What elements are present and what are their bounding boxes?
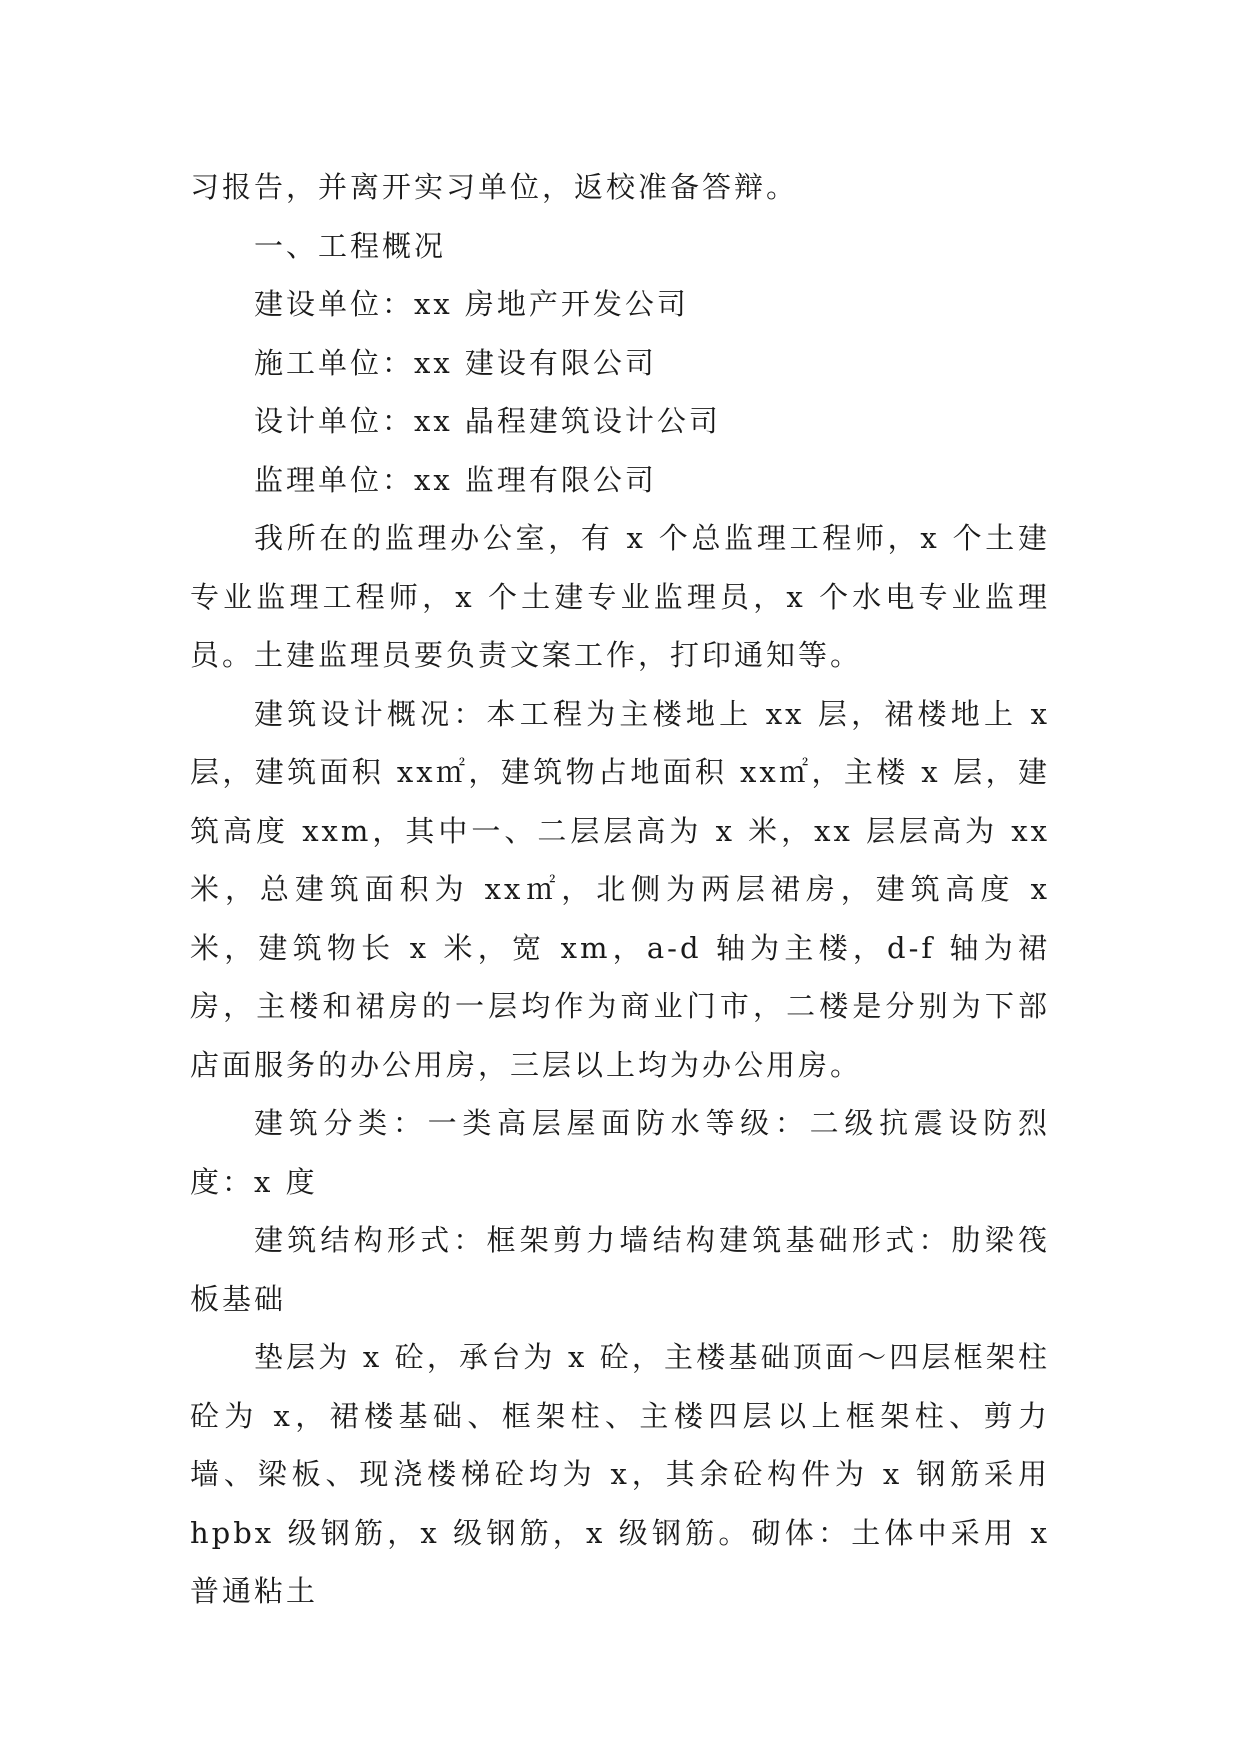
- paragraph-supervision-office: 我所在的监理办公室，有 x 个总监理工程师，x 个土建专业监理工程师，x 个土建专业监理员，x 个水电专业监理员。土建监理员要负责文案工作，打印通知等。: [190, 521, 1050, 672]
- paragraph-materials: 垫层为 x 砼，承台为 x 砼，主楼基础顶面～四层框架柱砼为 x，裙楼基础、框架柱、主楼四层以上框架柱、剪力墙、梁板、现浇楼梯砼均为 x，其余砼构件为 x 钢筋采用 hpbx 级钢筋，x 级钢筋，x 级钢筋。砌体：土体中采用 x 普通粘土: [190, 1340, 1050, 1608]
- paragraph-continuation: 习报告，并离开实习单位，返校准备答辩。: [190, 170, 799, 204]
- section-heading-project-overview: 一、工程概况: [254, 228, 447, 263]
- paragraph-design-unit: 设计单位：xx 晶程建筑设计公司: [254, 404, 721, 438]
- paragraph-architectural-design: 建筑设计概况：本工程为主楼地上 xx 层，裙楼地上 x 层，建筑面积 xx㎡，建筑物占地面积 xx㎡，主楼 x 层，建筑高度 xxm，其中一、二层层高为 x 米，xx 层层高为 xx 米，总建筑面积为 xx㎡，北侧为两层裙房，建筑高度 x 米，建筑物长 x 米，宽 xm，a-d 轴为主楼，d-f 轴为裙房，主楼和裙房的一层均作为商业门市，二楼是分别为下部店面服务的办公用房，三层以上均为办公用房。: [190, 696, 1050, 1082]
- paragraph-building-classification: 建筑分类：一类高层屋面防水等级：二级抗震设防烈度：x 度: [190, 1106, 1050, 1199]
- paragraph-contractor-unit: 施工单位：xx 建设有限公司: [254, 345, 657, 380]
- paragraph-structural-form: 建筑结构形式：框架剪力墙结构建筑基础形式：肋梁筏板基础: [190, 1223, 1050, 1316]
- paragraph-construction-unit: 建设单位：xx 房地产开发公司: [254, 287, 689, 321]
- paragraph-supervision-unit: 监理单位：xx 监理有限公司: [254, 462, 657, 497]
- document-body: [190, 158, 1050, 1621]
